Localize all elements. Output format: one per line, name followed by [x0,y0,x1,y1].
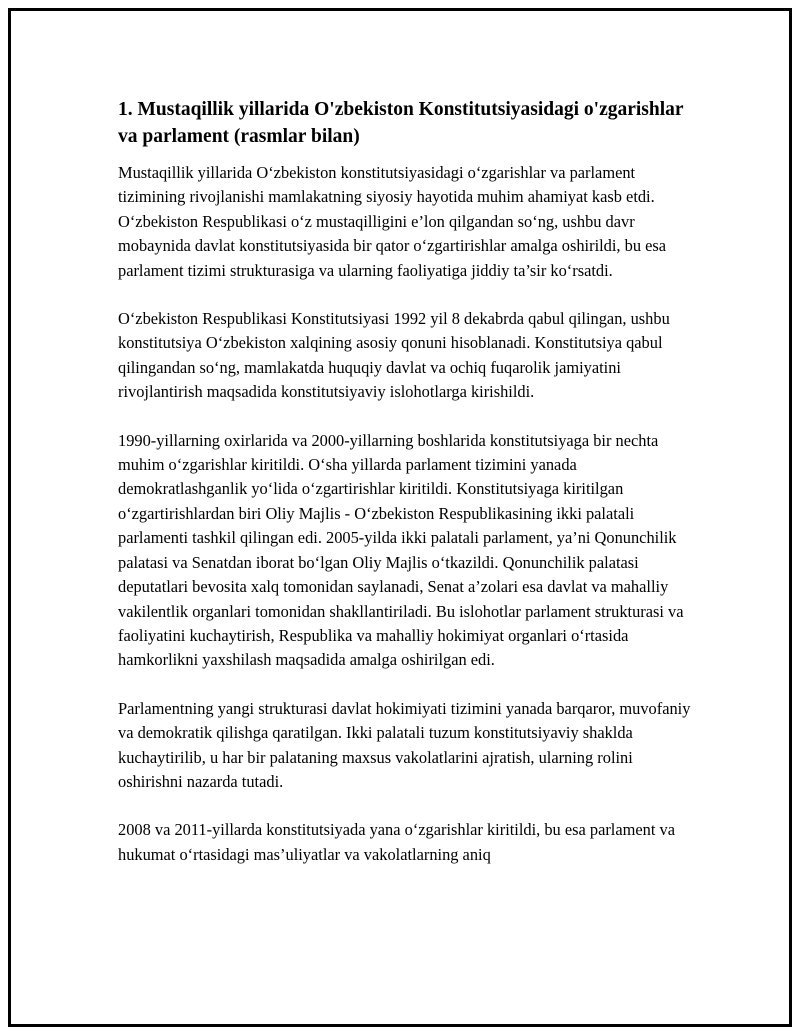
document-body [118,96,698,891]
paragraph: Mustaqillik yillarida O‘zbekiston konstitutsiyasidagi o‘zgarishlar va parlament tizimining rivojlanishi mamlakatning siyosiy hayotida muhim ahamiyat kasb etdi. O‘zbekiston Respublikasi o‘z mustaqilligini e’lon qilgandan so‘ng, ushbu davr mobaynida davlat konstitutsiyasida bir qator o‘zgartirishlar amalga oshirildi, bu esa parlament tizimi strukturasiga va ularning faoliyatiga jiddiy ta’sir ko‘rsatdi. [118,163,667,280]
paragraph: 2008 va 2011-yillarda konstitutsiyada yana o‘zgarishlar kiritildi, bu esa parlament va hukumat o‘rtasidagi mas’uliyatlar va vakolatlarning aniq [118,820,675,864]
paragraph: O‘zbekiston Respublikasi Konstitutsiyasi 1992 yil 8 dekabrda qabul qilingan, ushbu konstitutsiya O‘zbekiston xalqining asosiy qonuni hisoblanadi. Konstitutsiya qabul qilingandan so‘ng, mamlakatda huquqiy davlat va ochiq fuqarolik jamiyatini rivojlantirish maqsadida konstitutsiyaviy islohotlarga kirishildi. [118,309,670,402]
document-page [8,8,792,1027]
paragraph: 1990-yillarning oxirlarida va 2000-yillarning boshlarida konstitutsiyaga bir nechta muhim o‘zgarishlar kiritildi. O‘sha yillarda parlament tizimini yanada demokratlashganlik yo‘lida o‘zgartirishlar kiritildi. Konstitutsiyaga kiritilgan o‘zgartirishlardan biri Oliy Majlis - O‘zbekiston Respublikasining ikki palatali parlamenti tashkil qilingan edi. 2005-yilda ikki palatali parlament, ya’ni Qonunchilik palatasi va Senatdan iborat bo‘lgan Oliy Majlis o‘tkazildi. Qonunchilik palatasi deputatlari bevosita xalq tomonidan saylanadi, Senat a’zolari esa davlat va mahalliy vakilentlik organlari tomonidan shakllantiriladi. Bu islohotlar parlament strukturasi va faoliyatini kuchaytirish, Respublika va mahalliy hokimiyat organlari o‘rtasida hamkorlikni yaxshilash maqsadida amalga oshirilgan edi. [118,430,684,670]
paragraph: Parlamentning yangi strukturasi davlat hokimiyati tizimini yanada barqaror, muvofaniy va demokratik qilishga qaratilgan. Ikki palatali tuzum konstitutsiyaviy shaklda kuchaytirilib, u har bir palataning maxsus vakolatlarini ajratish, ularning rolini oshirishni nazarda tutadi. [118,698,691,791]
document-title: 1. Mustaqillik yillarida O'zbekiston Konstitutsiyasidagi o'zgarishlar va parlament (rasmlar bilan) [118,99,684,147]
